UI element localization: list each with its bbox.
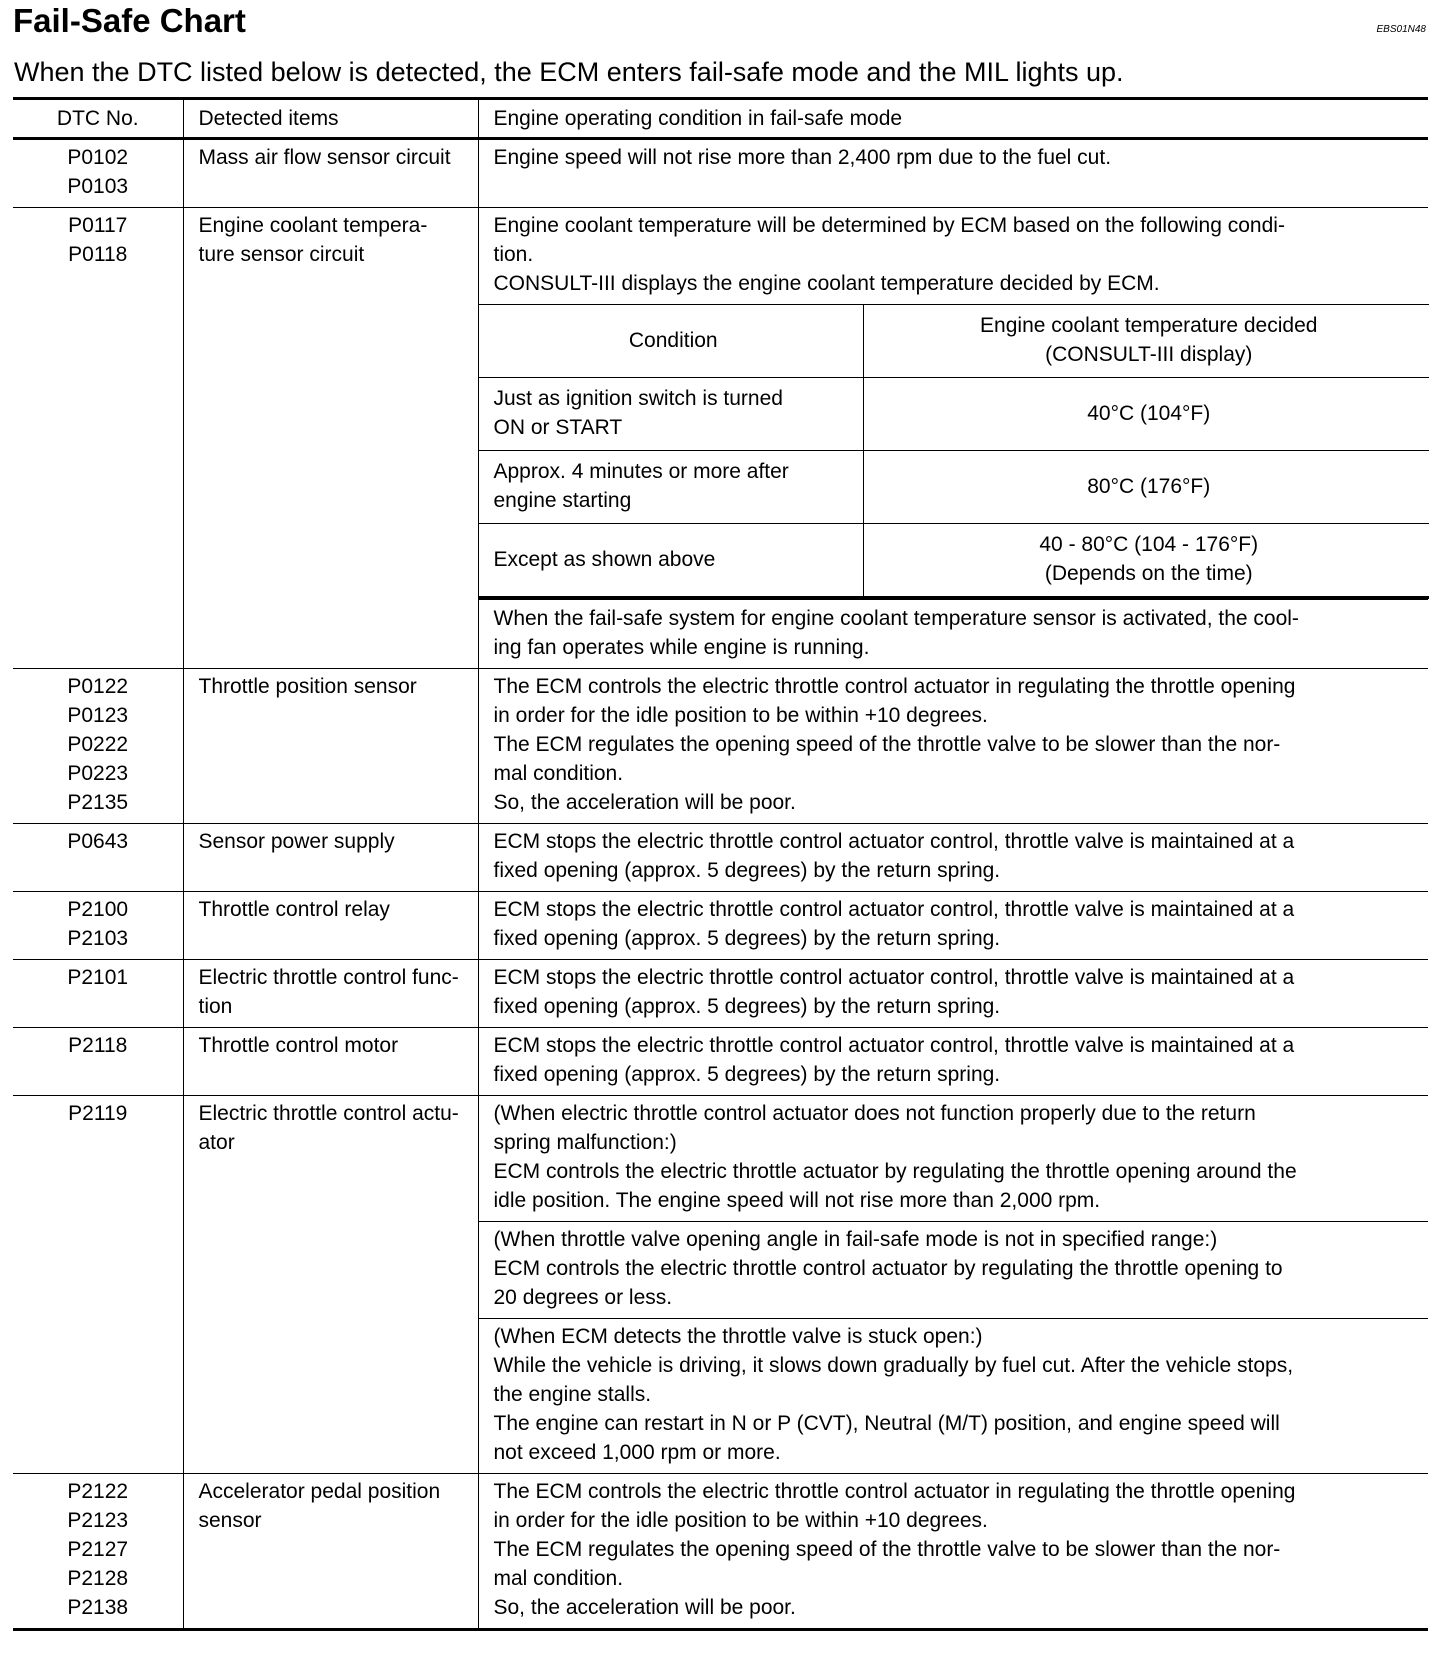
detected-item: Throttle control motor	[183, 1028, 478, 1096]
condition-line: in order for the idle position to be within +10 degrees.	[493, 1509, 988, 1532]
dtc-code: P2127	[67, 1538, 129, 1561]
condition-line: the engine stalls.	[493, 1383, 652, 1406]
coolant-note	[479, 599, 1429, 668]
table-header-row	[13, 99, 1428, 139]
detected-item	[183, 208, 478, 669]
condition-line: So, the acceleration will be poor.	[493, 1596, 796, 1619]
subtable-row	[479, 524, 1429, 598]
condition-cell	[478, 1319, 1428, 1474]
cond-line: Approx. 4 minutes or more after	[493, 460, 789, 483]
dtc-code: P2135	[67, 791, 129, 814]
document-code: EBS01N48	[1376, 24, 1426, 35]
temp-line: (Depends on the time)	[1044, 562, 1253, 585]
page-title: Fail-Safe Chart	[13, 2, 246, 39]
dtc-code: P2118	[68, 1034, 128, 1057]
header-detected-items: Detected items	[183, 99, 478, 139]
dtc-code: P2101	[67, 966, 129, 989]
condition-line: spring malfunction:)	[493, 1131, 677, 1154]
condition-line: mal condition.	[493, 762, 624, 785]
temp-line: 40 - 80°C (104 - 176°F)	[1039, 533, 1259, 556]
table-row	[13, 892, 1428, 960]
condition-line: ECM stops the electric throttle control actuator control, throttle valve is maintained at a	[493, 1034, 1295, 1057]
item-line: Electric throttle control func-	[198, 966, 459, 989]
header-dtc: DTC No.	[13, 99, 183, 139]
table-row	[13, 208, 1428, 669]
table-row	[13, 824, 1428, 892]
intro-text: When the DTC listed below is detected, the ECM enters fail-safe mode and the MIL lights up.	[14, 57, 1124, 87]
table-row	[13, 139, 1428, 208]
item-line: Engine coolant tempera-	[198, 214, 428, 237]
condition-line: The ECM regulates the opening speed of the throttle valve to be slower than the nor-	[493, 1538, 1281, 1561]
condition-line: 20 degrees or less.	[493, 1286, 673, 1309]
condition-cell	[478, 669, 1428, 824]
condition-line: (When electric throttle control actuator does not function properly due to the return	[493, 1102, 1256, 1125]
condition-line: in order for the idle position to be within +10 degrees.	[493, 704, 988, 727]
condition-line: idle position. The engine speed will not rise more than 2,000 rpm.	[493, 1189, 1101, 1212]
detected-item	[183, 1474, 478, 1630]
subheader-condition: Condition	[479, 305, 864, 378]
subheader-line: (CONSULT-III display)	[1045, 343, 1253, 366]
table-row	[13, 669, 1428, 824]
condition-line: The engine can restart in N or P (CVT), Neutral (M/T) position, and engine speed will	[493, 1412, 1280, 1435]
condition-cell	[478, 1474, 1428, 1630]
subtable-condition	[479, 378, 864, 451]
condition-line: (When throttle valve opening angle in fail-safe mode is not in specified range:)	[493, 1228, 1218, 1251]
condition-cell	[478, 1028, 1428, 1096]
item-line: Accelerator pedal position	[198, 1480, 441, 1503]
detected-item: Throttle position sensor	[183, 669, 478, 824]
dtc-code: P0117	[68, 214, 128, 237]
condition-line: mal condition.	[493, 1567, 624, 1590]
subtable-temperature: 40°C (104°F)	[864, 378, 1429, 451]
dtc-cell	[13, 1028, 183, 1096]
condition-cell	[478, 960, 1428, 1028]
table-row	[13, 1028, 1428, 1096]
condition-line: tion.	[493, 243, 534, 266]
coolant-temperature-subtable	[479, 304, 1429, 599]
condition-cell	[478, 1222, 1428, 1319]
dtc-code: P2123	[67, 1509, 129, 1532]
condition-line: not exceed 1,000 rpm or more.	[493, 1441, 781, 1464]
condition-line: ECM controls the electric throttle actuator by regulating the throttle opening around the	[493, 1160, 1297, 1183]
item-line: ator	[198, 1131, 235, 1154]
condition-cell: Engine speed will not rise more than 2,400 rpm due to the fuel cut.	[493, 146, 1112, 169]
condition-line: CONSULT-III displays the engine coolant temperature decided by ECM.	[493, 272, 1160, 295]
dtc-code: P0222	[67, 733, 129, 756]
dtc-code: P0123	[67, 704, 129, 727]
table-row	[13, 960, 1428, 1028]
dtc-code: P2100	[67, 898, 129, 921]
table-row	[13, 1096, 1428, 1222]
subheader-temperature	[864, 305, 1429, 378]
condition-cell	[478, 1096, 1428, 1222]
condition-line: ECM controls the electric throttle control actuator by regulating the throttle opening to	[493, 1257, 1283, 1280]
condition-line: fixed opening (approx. 5 degrees) by the return spring.	[493, 859, 1001, 882]
subtable-header-row	[479, 305, 1429, 378]
condition-line: ECM stops the electric throttle control actuator control, throttle valve is maintained at a	[493, 830, 1295, 853]
condition-line: Engine coolant temperature will be determined by ECM based on the following condi-	[493, 214, 1285, 237]
dtc-cell	[13, 208, 183, 669]
condition-line: (When ECM detects the throttle valve is stuck open:)	[493, 1325, 983, 1348]
dtc-cell	[13, 139, 183, 208]
note-line: When the fail-safe system for engine coolant temperature sensor is activated, the cool-	[493, 607, 1299, 630]
condition-cell	[478, 892, 1428, 960]
dtc-code: P0643	[67, 830, 129, 853]
detected-item	[183, 960, 478, 1028]
cond-line: ON or START	[493, 416, 623, 439]
dtc-code: P0102	[67, 146, 129, 169]
dtc-code: P0103	[67, 175, 129, 198]
subtable-temperature	[864, 524, 1429, 598]
detected-item	[183, 1096, 478, 1474]
condition-line: fixed opening (approx. 5 degrees) by the return spring.	[493, 927, 1001, 950]
detected-item: Sensor power supply	[183, 824, 478, 892]
subtable-row	[479, 451, 1429, 524]
condition-line: So, the acceleration will be poor.	[493, 791, 796, 814]
condition-line: fixed opening (approx. 5 degrees) by the return spring.	[493, 1063, 1001, 1086]
dtc-cell	[13, 1096, 183, 1474]
fail-safe-table	[13, 97, 1428, 1631]
cond-line: Just as ignition switch is turned	[493, 387, 783, 410]
item-line: sensor	[198, 1509, 262, 1532]
subtable-temperature: 80°C (176°F)	[864, 451, 1429, 524]
subheader-line: Engine coolant temperature decided	[980, 314, 1318, 337]
dtc-code: P2103	[67, 927, 129, 950]
dtc-cell	[13, 824, 183, 892]
dtc-code: P0122	[67, 675, 129, 698]
header-condition: Engine operating condition in fail-safe mode	[478, 99, 1428, 139]
dtc-cell	[13, 892, 183, 960]
condition-line: The ECM controls the electric throttle control actuator in regulating the throttle opening	[493, 675, 1296, 698]
dtc-code: P0118	[68, 243, 128, 266]
dtc-cell	[13, 1474, 183, 1630]
condition-line: ECM stops the electric throttle control actuator control, throttle valve is maintained at a	[493, 898, 1295, 921]
dtc-code: P2122	[67, 1480, 129, 1503]
condition-line: The ECM regulates the opening speed of the throttle valve to be slower than the nor-	[493, 733, 1281, 756]
detected-item: Mass air flow sensor circuit	[183, 139, 478, 208]
dtc-code: P2128	[67, 1567, 129, 1590]
subtable-condition: Except as shown above	[479, 524, 864, 598]
subtable-row	[479, 378, 1429, 451]
condition-line: While the vehicle is driving, it slows down gradually by fuel cut. After the vehicle stops,	[493, 1354, 1294, 1377]
condition-line: The ECM controls the electric throttle control actuator in regulating the throttle opening	[493, 1480, 1296, 1503]
item-line: tion	[198, 995, 233, 1018]
table-row	[13, 1474, 1428, 1630]
condition-line: fixed opening (approx. 5 degrees) by the return spring.	[493, 995, 1001, 1018]
dtc-cell	[13, 669, 183, 824]
dtc-code: P2138	[67, 1596, 129, 1619]
subtable-condition	[479, 451, 864, 524]
condition-line: ECM stops the electric throttle control actuator control, throttle valve is maintained at a	[493, 966, 1295, 989]
condition-cell	[478, 208, 1428, 669]
cond-line: engine starting	[493, 489, 632, 512]
note-line: ing fan operates while engine is running.	[493, 636, 870, 659]
item-line: ture sensor circuit	[198, 243, 365, 266]
dtc-cell	[13, 960, 183, 1028]
dtc-code: P0223	[67, 762, 129, 785]
detected-item: Throttle control relay	[183, 892, 478, 960]
item-line: Electric throttle control actu-	[198, 1102, 459, 1125]
condition-cell	[478, 824, 1428, 892]
dtc-code: P2119	[68, 1102, 128, 1125]
